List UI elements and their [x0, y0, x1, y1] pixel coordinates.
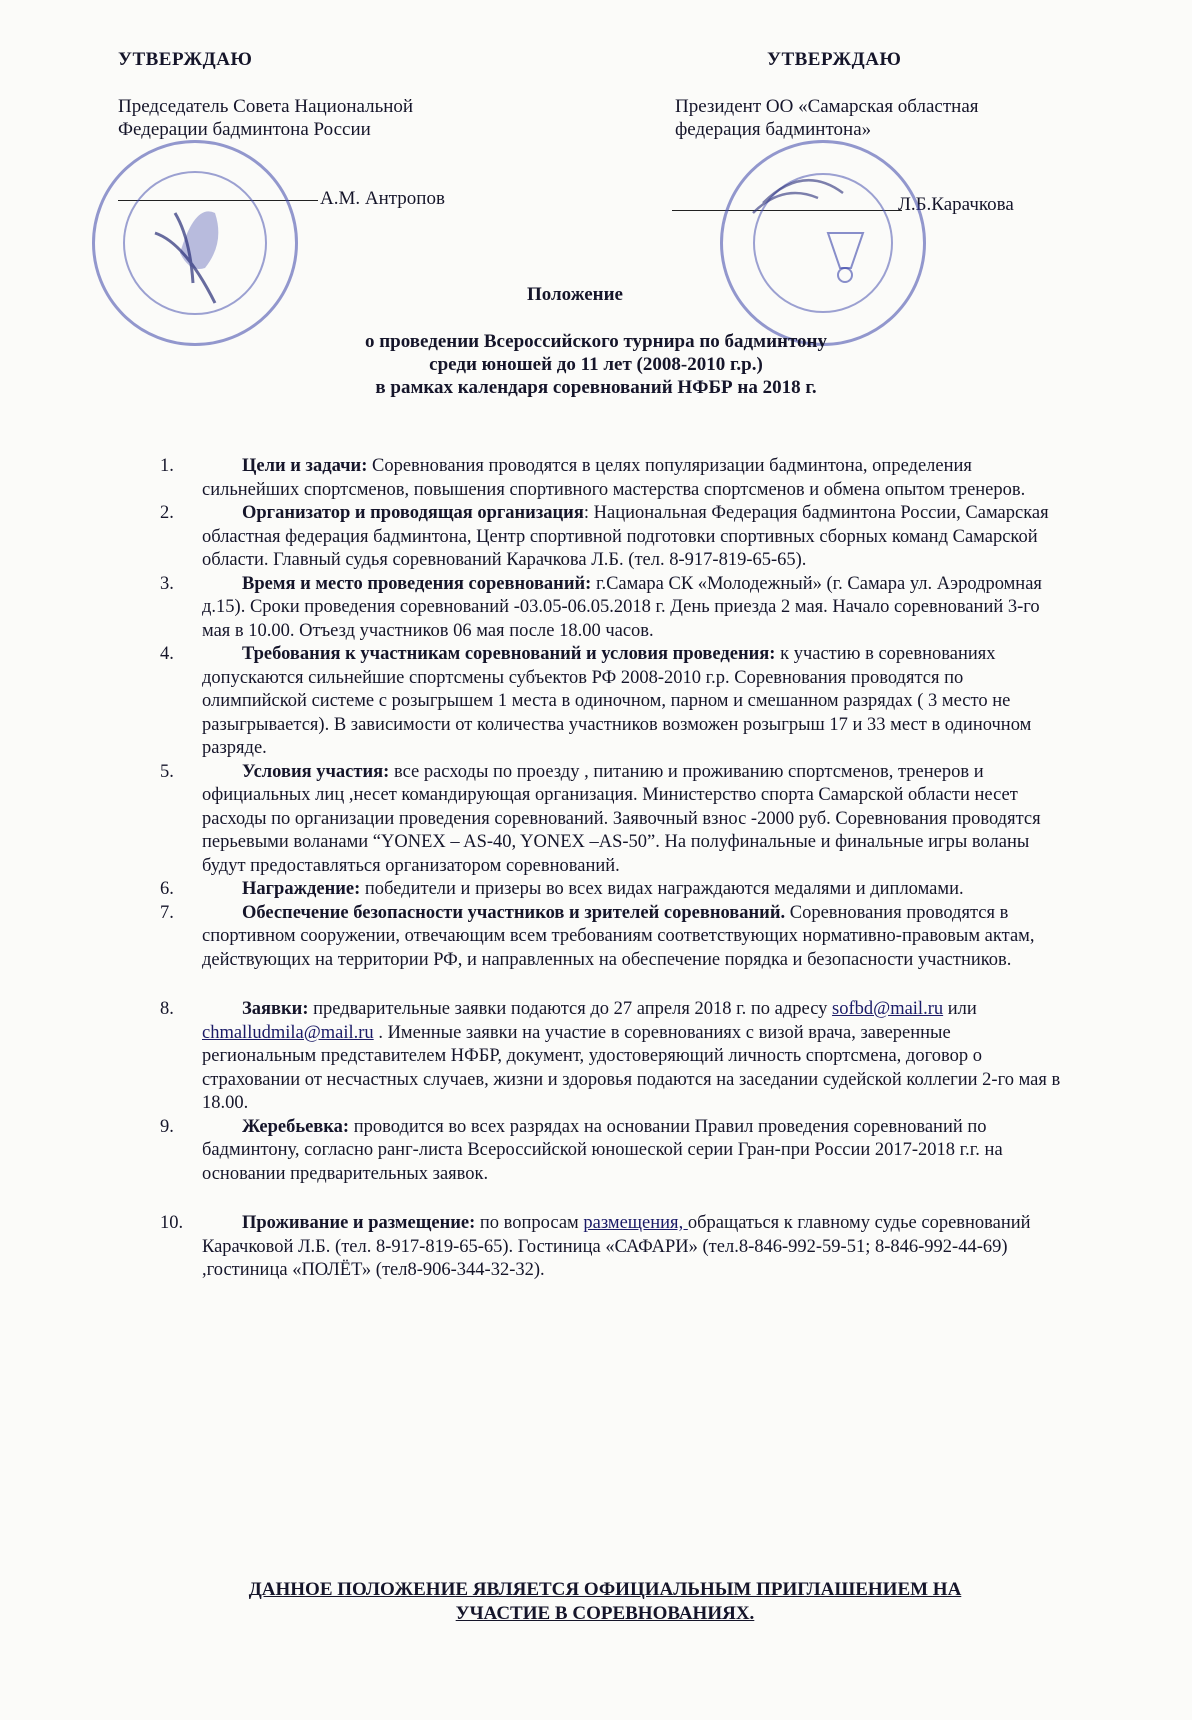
list-item: 3. Время и место проведения соревнований: г.Самара СК «Молодежный» (г. Самара ул. Аэродромная д.15). Сроки проведения соревнований -03.05-06.05.2018 г. День приезда 2 мая. Начало соревнований 3-го мая в 10.00. Отъезд участников 06 мая после 18.00 часов. [160, 573, 1042, 641]
approver-role-line-2: федерация бадминтона» [675, 119, 872, 140]
list-item: 2. Организатор и проводящая организация: Национальная Федерация бадминтона России, Самарская областная федерация бадминтона, Центр спортивной подготовки спортивных сборных команд Самарской области. Главный судья соревнований Карачкова Л.Б. (тел. 8-917-819-65-65). [160, 503, 1049, 570]
email-link-sofbd[interactable]: sofbd@mail.ru [832, 999, 944, 1019]
approver-role-line-2: Федерации бадминтона России [118, 119, 371, 140]
signer-name-left: А.М. Антропов [320, 188, 445, 209]
list-item: 6. Награждение: победители и призеры во всех видах награждаются медалями и дипломами. [160, 879, 964, 899]
list-item: 8. Заявки: предварительные заявки подаются до 27 апреля 2018 г. по адресу sofbd@mail.ru или chmalludmila@mail.ru . Именные заявки на участие в соревнованиях с визой врача, заверенные региональным представителем НФБР, документ, удостоверяющий личность спортсмена, договор о страховании от несчастных случаев, жизни и здоровья подаются на заседании судейской коллегии 2-го мая в 18.00. [160, 999, 1061, 1113]
approval-block-right [675, 48, 1095, 141]
official-invitation-note: ДАННОЕ ПОЛОЖЕНИЕ ЯВЛЯЕТСЯ ОФИЦИАЛЬНЫМ ПРИГЛАШЕНИЕМ НА УЧАСТИЕ В СОРЕВНОВАНИЯХ. [248, 1579, 962, 1624]
list-item: 9. Жеребьевка: проводится во всех разрядах на основании Правил проведения соревнований по бадминтону, согласно ранг-листа Всероссийской юношеской серии Гран-при России 2017-2018 г.г. на основании предварительных заявок. [160, 1116, 1003, 1184]
approval-block-left [118, 48, 538, 141]
document-subtitle [0, 330, 1192, 399]
subtitle-line-3: в рамках календаря соревнований НФБР на 2018 г. [375, 377, 817, 398]
subtitle-line-2: среди юношей до 11 лет (2008-2010 г.р.) [429, 354, 763, 375]
official-stamp-right [720, 140, 926, 346]
approver-role-line-1: Президент ОО «Самарская областная [675, 96, 979, 117]
list-item: 4. Требования к участникам соревнований и условия проведения: к участию в соревнованиях допускаются сильнейшие спортсмены субъектов РФ 2008-2010 г.р. Соревнования проводятся по олимпийской системе с розыгрышем 1 места в одиночном, парном и смешанном разрядах ( 3 место не разыгрывается). В зависимости от количества участников возможен розыгрыш 17 и 33 мест в одиночном разряде. [160, 644, 1032, 758]
document-title: Положение [526, 284, 623, 305]
list-item: 1. Цели и задачи: Соревнования проводятся в целях популяризации бадминтона, определения сильнейших спортсменов, повышения спортивного мастерства спортсменов и обмена опытом тренеров. [160, 456, 1026, 500]
shuttlecock-icon [723, 143, 923, 343]
list-item: 10. Проживание и размещение: по вопросам размещения, обращаться к главному судье соревнований Карачковой Л.Б. (тел. 8-917-819-65-65). Гостиница «САФАРИ» (тел.8-846-992-59-51; 8-846-992-44-69) ,гостиница «ПОЛЁТ» (тел8-906-344-32-32). [160, 1213, 1031, 1280]
subtitle-line-1: о проведении Всероссийского турнира по бадминтону [364, 331, 828, 352]
official-stamp-left [92, 140, 298, 346]
shuttlecock-icon [95, 143, 295, 343]
list-item: 5. Условия участия: все расходы по проезду , питанию и проживанию спортсменов, тренеров и официальных лиц ,несет командирующая организация. Министерство спорта Самарской области несет расходы по организации проведения соревнований. Заявочный взнос -2000 руб. Соревнования проводятся перьевыми воланами “YONEX – AS-40, YONEX –AS-50”. На полуфинальные и финальные игры воланы будут предоставляться организатором соревнований. [160, 761, 1041, 876]
approval-heading: УТВЕРЖДАЮ [118, 49, 253, 70]
list-item: 7. Обеспечение безопасности участников и зрителей соревнований. Соревнования проводятся в спортивном сооружении, отвечающим всем требованиям соответствующих нормативно-правовым актам, действующих на территории РФ, и направленных на обеспечение порядка и безопасности участников. [160, 902, 1035, 970]
approver-role-line-1: Председатель Совета Национальной [118, 96, 414, 117]
email-link-chmalludmila[interactable]: chmalludmila@mail.ru [202, 1022, 374, 1043]
approval-heading: УТВЕРЖДАЮ [767, 49, 902, 70]
signer-name-right: Л.Б.Карачкова [898, 194, 1014, 215]
regulation-items [160, 455, 1065, 1283]
accommodation-link[interactable]: размещения, [583, 1213, 688, 1233]
